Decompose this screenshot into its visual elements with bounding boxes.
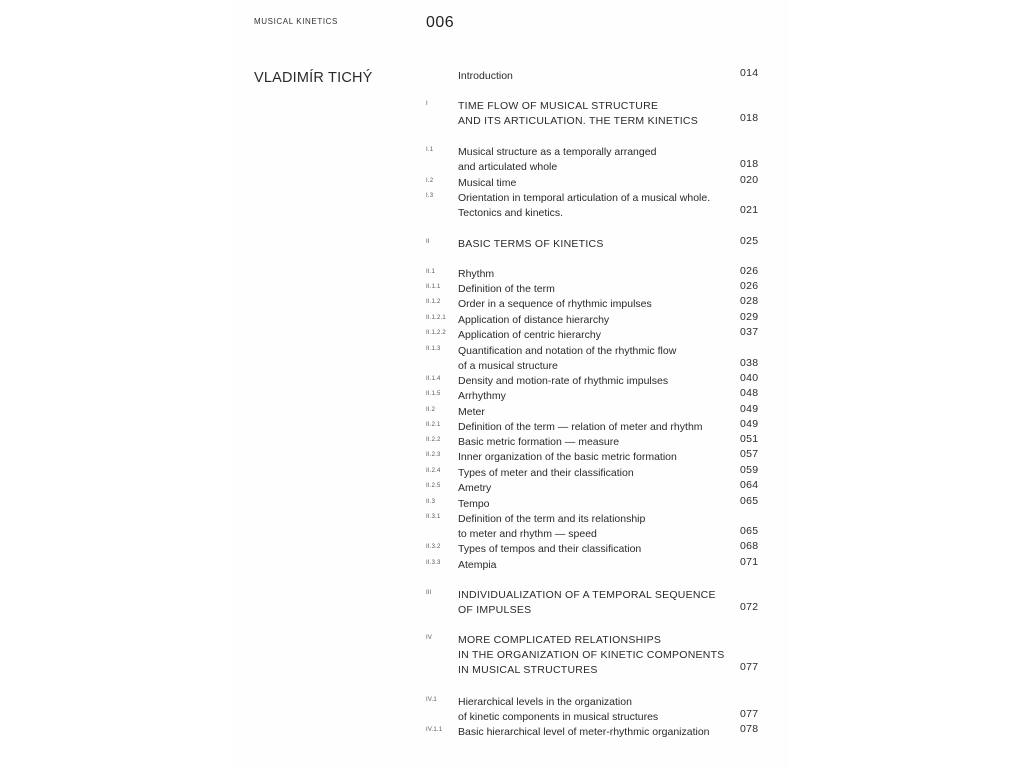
toc-entry-title <box>458 145 656 175</box>
toc-entry-title <box>458 176 516 191</box>
toc-entry-title-line: Application of centric hierarchy <box>458 329 601 341</box>
toc-entry-title-line: Rhythm <box>458 268 495 280</box>
toc-entry-title <box>458 389 506 404</box>
toc-entry-number: II.2.4 <box>426 468 441 474</box>
toc-entry-number: I.2 <box>426 178 434 184</box>
toc-entry-title <box>458 374 668 389</box>
toc-entry-page: 051 <box>740 433 759 445</box>
toc-entry-number: II.1.3 <box>426 346 441 352</box>
toc-entry-title-line: Inner organization of the basic metric formation <box>458 451 677 463</box>
toc-entry-title <box>458 267 494 282</box>
toc-entry-page: 028 <box>740 295 759 307</box>
toc-entry-number: II.1.5 <box>426 391 441 397</box>
toc-entry-page: 025 <box>740 235 759 247</box>
toc-entry-page: 026 <box>740 265 759 277</box>
toc-entry-page: 071 <box>740 556 759 568</box>
toc-entry-number: II.2.3 <box>426 452 441 458</box>
toc-entry-title <box>458 466 634 481</box>
toc-entry-title-line: Ametry <box>458 482 492 494</box>
toc-entry-number: II.2 <box>426 407 436 413</box>
toc-entry-number: II.1.2 <box>426 299 441 305</box>
toc-entry-page: 077 <box>740 708 759 721</box>
toc-entry-title <box>458 481 491 496</box>
toc-entry-title-line: BASIC TERMS OF KINETICS <box>458 238 604 250</box>
toc-entry-page: 065 <box>740 525 759 538</box>
toc-entry-title-line: Basic metric formation — measure <box>458 436 620 448</box>
toc-entry-title <box>458 725 710 740</box>
toc-entry-number: II.3 <box>426 499 436 505</box>
author-name: VLADIMÍR TICHÝ <box>254 70 373 86</box>
toc-entry-page: 068 <box>740 540 759 552</box>
toc-entry-title <box>458 99 698 129</box>
toc-entry-title <box>458 450 677 465</box>
toc-entry-number: II.2.2 <box>426 437 441 443</box>
toc-entry-title-line: Definition of the term and its relationship <box>458 513 646 525</box>
toc-entry-title <box>458 297 652 312</box>
toc-entry-title <box>458 435 619 450</box>
toc-entry-title <box>458 558 497 573</box>
toc-entry-number: I <box>426 101 428 107</box>
toc-entry-number: IV <box>426 635 433 641</box>
toc-entry-page: 029 <box>740 311 759 323</box>
toc-entry-title <box>458 633 725 679</box>
toc-entry-number: II.3.3 <box>426 560 441 566</box>
toc-entry-page: 049 <box>740 403 759 415</box>
toc-entry-number: II.2.5 <box>426 483 441 489</box>
toc-entry-number: I.3 <box>426 193 434 199</box>
toc-entry-number: II.1.1 <box>426 284 441 290</box>
toc-entry-title-line: Musical structure as a temporally arranged <box>458 146 657 158</box>
toc-entry-title <box>458 237 604 252</box>
toc-entry-title <box>458 405 485 420</box>
toc-entry-number: II.3.1 <box>426 514 441 520</box>
toc-entry-title-line: and articulated whole <box>458 161 558 174</box>
toc-entry-title-line: of a musical structure <box>458 360 558 373</box>
page-number: 006 <box>426 14 455 31</box>
toc-entry-page: 037 <box>740 326 759 338</box>
toc-entry-title-line: Types of meter and their classification <box>458 467 634 479</box>
toc-entry-page: 014 <box>740 67 759 79</box>
toc-entry-title-line: Orientation in temporal articulation of a musical whole. <box>458 192 711 204</box>
toc-entry-title <box>458 695 658 725</box>
toc-entry-title <box>458 542 641 557</box>
toc-entry-number: II.1 <box>426 269 436 275</box>
toc-entry-number: II.3.2 <box>426 544 441 550</box>
toc-entry-title-line: Types of tempos and their classification <box>458 543 642 555</box>
toc-entry-title-line: Introduction <box>458 70 513 82</box>
toc-entry-title-line: Hierarchical levels in the organization <box>458 696 632 708</box>
toc-entry-title <box>458 588 716 618</box>
toc-entry-page: 048 <box>740 387 759 399</box>
toc-entry-number: III <box>426 590 432 596</box>
toc-entry-title-line: to meter and rhythm — speed <box>458 528 597 541</box>
toc-entry-page: 059 <box>740 464 759 476</box>
toc-entry-title <box>458 191 710 221</box>
toc-entry-title <box>458 344 676 374</box>
toc-entry-title-line: Definition of the term — relation of meter and rhythm <box>458 421 703 433</box>
toc-entry-title-line: IN MUSICAL STRUCTURES <box>458 664 598 677</box>
toc-entry-title <box>458 497 490 512</box>
toc-entry-title <box>458 328 601 343</box>
toc-entry-number: IV.1.1 <box>426 727 443 733</box>
toc-entry-title-line: Definition of the term <box>458 283 555 295</box>
toc-entry-number: II.1.2.1 <box>426 315 446 321</box>
toc-entry-number: II.1.2.2 <box>426 330 446 336</box>
toc-entry-title-line: Atempia <box>458 559 497 571</box>
toc-entry-title-line: AND ITS ARTICULATION. THE TERM KINETICS <box>458 115 699 128</box>
toc-entry-title <box>458 69 513 84</box>
running-head: MUSICAL KINETICS <box>254 17 338 26</box>
toc-entry-page: 018 <box>740 112 759 125</box>
toc-entry-page: 057 <box>740 448 759 460</box>
toc-entry-page: 038 <box>740 357 759 370</box>
toc-entry-title <box>458 420 703 435</box>
toc-entry-title-line: Density and motion-rate of rhythmic impulses <box>458 375 669 387</box>
toc-entry-number: IV.1 <box>426 697 437 703</box>
toc-entry-title-line: Application of distance hierarchy <box>458 314 610 326</box>
toc-entry-page: 064 <box>740 479 759 491</box>
toc-entry-page: 018 <box>740 158 759 171</box>
toc-entry-title-line: Arrhythmy <box>458 390 506 402</box>
toc-entry-title-line: Basic hierarchical level of meter-rhythmic organization <box>458 726 710 738</box>
toc-entry-number: II.1.4 <box>426 376 441 382</box>
toc-entry-title <box>458 313 609 328</box>
toc-entry-page: 077 <box>740 661 759 674</box>
toc-entry-page: 026 <box>740 280 759 292</box>
toc-entry-title-line: Quantification and notation of the rhythmic flow <box>458 345 677 357</box>
toc-entry-page: 040 <box>740 372 759 384</box>
toc-entry-page: 065 <box>740 495 759 507</box>
toc-entry-title <box>458 282 555 297</box>
toc-entry-number: II.2.1 <box>426 422 441 428</box>
toc-entry-number: I.1 <box>426 147 434 153</box>
toc-entry-title-line: TIME FLOW OF MUSICAL STRUCTURE <box>458 100 659 112</box>
toc-entry-title-line: OF IMPULSES <box>458 604 532 617</box>
toc-entry-title-line: IN THE ORGANIZATION OF KINETIC COMPONENTS <box>458 649 725 662</box>
toc-entry-title <box>458 512 645 542</box>
toc-entry-title-line: INDIVIDUALIZATION OF A TEMPORAL SEQUENCE <box>458 589 716 601</box>
toc-entry-title-line: Tempo <box>458 498 490 510</box>
toc-entry-page: 021 <box>740 204 759 217</box>
toc-entry-title-line: Musical time <box>458 177 517 189</box>
toc-entry-title-line: Order in a sequence of rhythmic impulses <box>458 298 652 310</box>
toc-entry-title-line: Meter <box>458 406 485 418</box>
toc-entry-number: II <box>426 239 430 245</box>
toc-entry-page: 072 <box>740 601 759 614</box>
toc-entry-title-line: MORE COMPLICATED RELATIONSHIPS <box>458 634 662 646</box>
toc-entry-page: 049 <box>740 418 759 430</box>
toc-entry-page: 020 <box>740 174 759 186</box>
toc-entry-title-line: Tectonics and kinetics. <box>458 207 564 220</box>
toc-entry-page: 078 <box>740 723 759 735</box>
toc-entry-title-line: of kinetic components in musical structures <box>458 711 659 724</box>
